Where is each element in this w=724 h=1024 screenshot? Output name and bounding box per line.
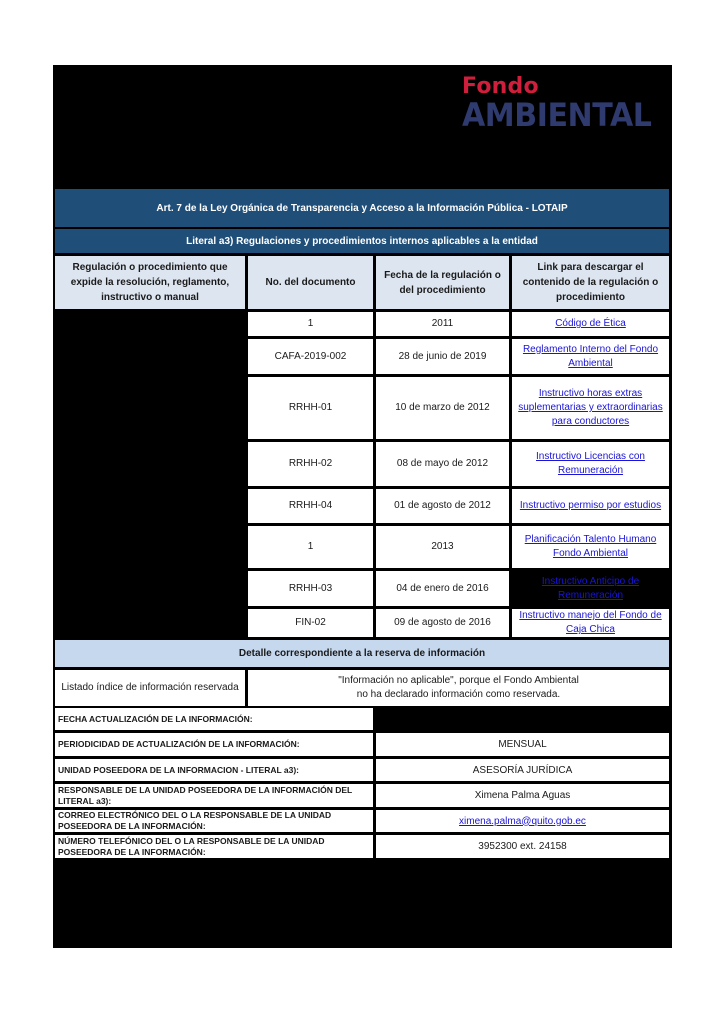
reserve-value-line-1: "Información no aplicable", porque el Fondo Ambiental: [338, 675, 579, 686]
row-8-documento: FIN-02: [248, 609, 373, 637]
row-1-link[interactable]: Código de Ética: [512, 312, 669, 336]
row-4-link[interactable]: Instructivo Licencias con Remuneración: [512, 442, 669, 486]
row-5-documento: RRHH-04: [248, 489, 373, 523]
row-3-fecha: 10 de marzo de 2012: [376, 377, 509, 439]
row-2-documento: CAFA-2019-002: [248, 339, 373, 374]
page-title: Art. 7 de la Ley Orgánica de Transparencia y Acceso a la Información Pública - LOTAIP: [55, 189, 669, 227]
reserve-value-line-2: no ha declarado información como reservada.: [356, 689, 561, 700]
row-6-link[interactable]: Planificación Talento Humano Fondo Ambiental: [512, 526, 669, 568]
row-1-fecha: 2011: [376, 312, 509, 336]
row-7-documento: RRHH-03: [248, 571, 373, 606]
row-2-link[interactable]: Reglamento Interno del Fondo Ambiental: [512, 339, 669, 374]
correo-link[interactable]: ximena.palma@quito.gob.ec: [376, 810, 669, 832]
row-6-documento: 1: [248, 526, 373, 568]
row-8-fecha: 09 de agosto de 2016: [376, 609, 509, 637]
periodicidad-value: MENSUAL: [376, 733, 669, 756]
col-header-regulacion: Regulación o procedimiento que expide la resolución, reglamento, instructivo o manual: [55, 256, 245, 309]
periodicidad-label: PERIODICIDAD DE ACTUALIZACIÓN DE LA INFORMACIÓN:: [55, 733, 373, 756]
row-4-documento: RRHH-02: [248, 442, 373, 486]
reserve-section-title: Detalle correspondiente a la reserva de información: [55, 640, 669, 667]
row-2-fecha: 28 de junio de 2019: [376, 339, 509, 374]
reserve-label: Listado índice de información reservada: [55, 670, 245, 706]
col-header-link: Link para descargar el contenido de la regulación o procedimiento: [512, 256, 669, 309]
col-header-fecha: Fecha de la regulación o del procedimiento: [376, 256, 509, 309]
unidad-label: UNIDAD POSEEDORA DE LA INFORMACION - LITERAL a3):: [55, 759, 373, 781]
correo-label: CORREO ELECTRÓNICO DEL O LA RESPONSABLE DE LA UNIDAD POSEEDORA DE LA INFORMACIÓN:: [55, 810, 373, 832]
telefono-value: 3952300 ext. 24158: [376, 835, 669, 858]
responsable-label: RESPONSABLE DE LA UNIDAD POSEEDORA DE LA INFORMACIÓN DEL LITERAL a3):: [55, 784, 373, 807]
col-header-documento: No. del documento: [248, 256, 373, 309]
row-6-fecha: 2013: [376, 526, 509, 568]
row-3-documento: RRHH-01: [248, 377, 373, 439]
page-subtitle: Literal a3) Regulaciones y procedimientos internos aplicables a la entidad: [55, 229, 669, 253]
responsable-value: Ximena Palma Aguas: [376, 784, 669, 807]
fondo-ambiental-logo: [462, 74, 667, 140]
row-7-link[interactable]: Instructivo Anticipo de Remuneración: [512, 571, 669, 606]
row-5-fecha: 01 de agosto de 2012: [376, 489, 509, 523]
row-5-link[interactable]: Instructivo permiso por estudios: [512, 489, 669, 523]
row-8-link[interactable]: Instructivo manejo del Fondo de Caja Chica: [512, 609, 669, 637]
row-7-fecha: 04 de enero de 2016: [376, 571, 509, 606]
row-4-fecha: 08 de mayo de 2012: [376, 442, 509, 486]
logo-line-1: Fondo: [462, 74, 539, 99]
telefono-label: NÚMERO TELEFÓNICO DEL O LA RESPONSABLE DE LA UNIDAD POSEEDORA DE LA INFORMACIÓN:: [55, 835, 373, 858]
logo-line-2: AMBIENTAL: [462, 96, 652, 134]
reserve-value: [248, 670, 669, 706]
fecha-actualizacion-label: FECHA ACTUALIZACIÓN DE LA INFORMACIÓN:: [55, 708, 373, 730]
row-1-documento: 1: [248, 312, 373, 336]
unidad-value: ASESORÍA JURÍDICA: [376, 759, 669, 781]
row-3-link[interactable]: Instructivo horas extras suplementarias y extraordinarias para conductores: [512, 377, 669, 439]
